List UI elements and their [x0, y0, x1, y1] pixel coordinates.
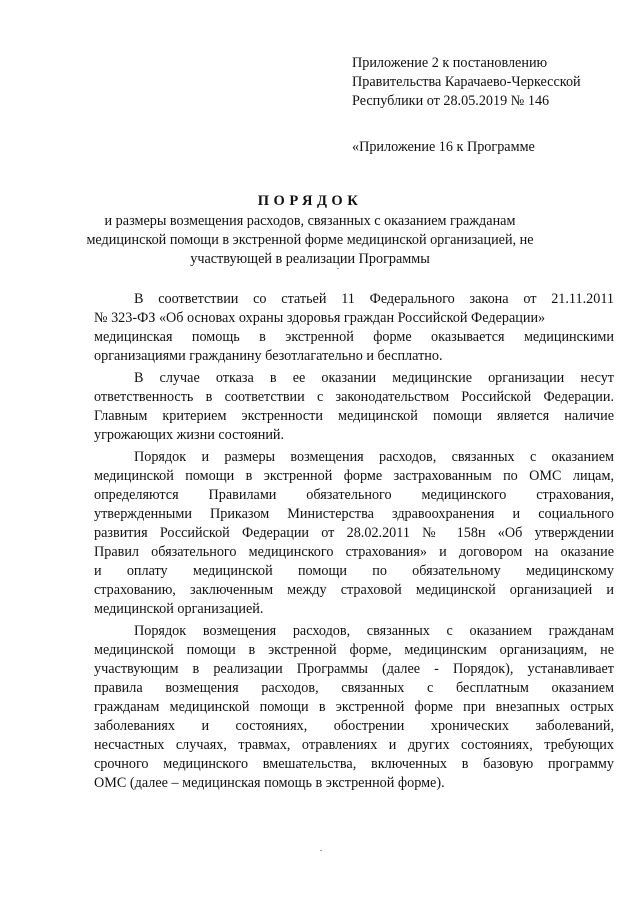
paragraph-line: Порядок и размеры возмещения расходов, связанных с оказанием — [134, 449, 614, 465]
paragraph — [94, 290, 614, 366]
paragraph-line: угрожающих жизни состояний. — [94, 427, 285, 443]
paragraph-line: В соответствии со статьей 11 Федерального закона от 21.11.2011 — [134, 291, 614, 307]
paragraph-line: ОМС (далее – медицинская помощь в экстренной форме). — [94, 775, 445, 791]
paragraph-line: страхованию, заключенным между страховой медицинской организацией и — [94, 582, 614, 598]
subtitle-line: участвующей в реализации Программы — [190, 251, 430, 267]
paragraph-line: заболеваниях и состояниях, обострении хронических заболеваний, — [94, 718, 614, 734]
document-body — [94, 290, 614, 796]
annex-line: Республики от 28.05.2019 № 146 — [352, 93, 550, 109]
paragraph-line: медицинской помощи в экстренной форме, медицинским организациям, не — [94, 642, 614, 658]
subtitle-line: медицинской помощи в экстренной форме медицинской организацией, не — [86, 232, 534, 248]
paragraph-line: несчастных случаях, травмах, отравлениях и других состояниях, требующих — [94, 737, 614, 753]
paragraph-line: утвержденными Приказом Министерства здравоохранения и социального — [94, 506, 614, 522]
paragraph-line: определяются Правилами обязательного медицинского страхования, — [94, 487, 614, 503]
paragraph-line: медицинской организацией. — [94, 601, 264, 617]
annex-line: Приложение 2 к постановлению — [352, 55, 548, 71]
paragraph-line: ответственность в соответствии с законодательством Российской Федерации. — [94, 389, 614, 405]
paragraph-line: гражданам медицинской помощи в экстренной форме при внезапных острых — [94, 699, 614, 715]
subtitle-line: и размеры возмещения расходов, связанных с оказанием гражданам — [104, 213, 516, 229]
paragraph-line: Главным критерием экстренности медицинской помощи является наличие — [94, 408, 614, 424]
paragraph-line: развития Российской Федерации от 28.02.2011 № 158н «Об утверждении — [94, 525, 614, 541]
annex-line: Правительства Карачаево-Черкесской — [352, 74, 581, 90]
paragraph-line: медицинской помощи в экстренной форме застрахованным по ОМС лицам, — [94, 468, 614, 484]
scan-speck — [337, 268, 339, 269]
paragraph — [94, 369, 614, 445]
paragraph-line: участвующим в реализации Программы (далее - Порядок), устанавливает — [94, 661, 614, 677]
scan-speck — [320, 850, 322, 851]
paragraph-line: организациями гражданину безотлагательно и бесплатно. — [94, 348, 443, 364]
document-subtitle — [60, 212, 560, 269]
paragraph-line: № 323-ФЗ «Об основах охраны здоровья граждан Российской Федерации» — [94, 310, 546, 326]
paragraph-line: срочного медицинского вмешательства, включенных в базовую программу — [94, 756, 614, 772]
paragraph-line: и оплату медицинской помощи по обязательному медицинскому — [94, 563, 614, 579]
paragraph-line: В случае отказа в ее оказании медицинские организации несут — [134, 370, 614, 386]
paragraph-line: Правил обязательного медицинского страхования» и договором на оказание — [94, 544, 614, 560]
paragraph-line: медицинская помощь в экстренной форме оказывается медицинскими — [94, 329, 614, 345]
paragraph — [94, 448, 614, 619]
paragraph — [94, 622, 614, 793]
annex-header — [352, 54, 622, 157]
annex-program-reference: «Приложение 16 к Программе — [352, 139, 535, 155]
document-title: ПОРЯДОК — [257, 193, 363, 209]
paragraph-line: правила возмещения расходов, связанных с бесплатным оказанием — [94, 680, 614, 696]
paragraph-line: Порядок возмещения расходов, связанных с оказанием гражданам — [134, 623, 614, 639]
